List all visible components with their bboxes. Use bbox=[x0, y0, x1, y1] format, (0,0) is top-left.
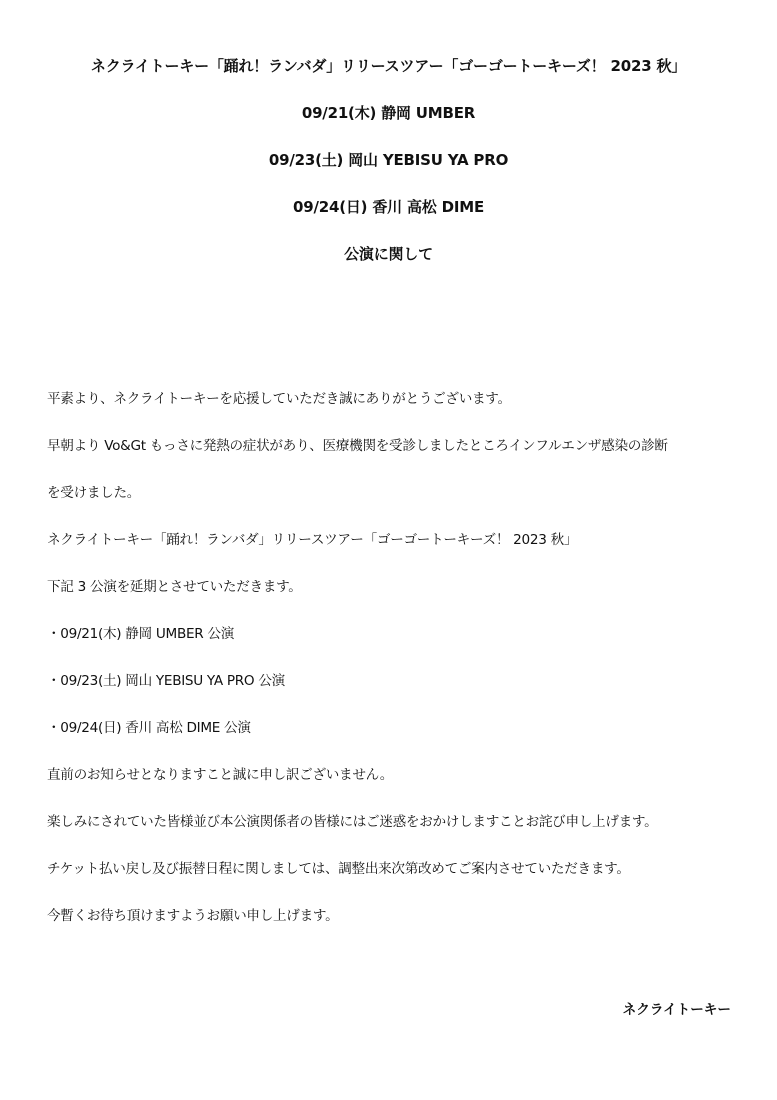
tour-title: ネクライトーキー「踊れ！ランバダ」リリースツアー「ゴーゴートーキーズ！ 2023 秋」 bbox=[90, 57, 687, 75]
apology-paragraph: 直前のお知らせとなりますこと誠に申し訳ございません。 bbox=[47, 767, 394, 783]
show-date-shizuoka: 09/21(木) 静岡 UMBER bbox=[301, 104, 476, 122]
postponed-show-item: ・09/21(木) 静岡 UMBER 公演 bbox=[47, 626, 235, 642]
show-date-okayama: 09/23(土) 岡山 YEBISU YA PRO bbox=[268, 151, 509, 169]
postponed-show-item: ・09/24(日) 香川 高松 DIME 公演 bbox=[47, 720, 251, 736]
postponed-show-item: ・09/23(土) 岡山 YEBISU YA PRO 公演 bbox=[47, 673, 285, 689]
apology-paragraph-2: 楽しみにされていた皆様並び本公演関係者の皆様にはご迷惑をおかけしますことお詫び申し上げます。 bbox=[47, 814, 658, 830]
header-subject: 公演に関して bbox=[344, 245, 433, 263]
illness-paragraph-line2: を受けました。 bbox=[47, 485, 141, 501]
postponement-paragraph: 下記 3 公演を延期とさせていただきます。 bbox=[47, 579, 302, 595]
greeting-paragraph: 平素より、ネクライトーキーを応援していただき誠にありがとうございます。 bbox=[47, 391, 511, 407]
signature: ネクライトーキー bbox=[622, 1002, 731, 1018]
illness-paragraph-line1: 早朝より Vo&Gt もっさに発熱の症状があり、医療機関を受診しましたところインフルエンザ感染の診断 bbox=[47, 438, 668, 454]
tour-name-paragraph: ネクライトーキー「踊れ！ランバダ」リリースツアー「ゴーゴートーキーズ！ 2023 秋」 bbox=[47, 532, 578, 548]
announcement-header bbox=[0, 56, 777, 291]
closing-paragraph: 今暫くお待ち頂けますようお願い申し上げます。 bbox=[47, 908, 339, 924]
announcement-body bbox=[47, 389, 747, 953]
refund-paragraph: チケット払い戻し及び振替日程に関しましては、調整出来次第改めてご案内させていただきます。 bbox=[47, 861, 630, 877]
show-date-kagawa: 09/24(日) 香川 高松 DIME bbox=[292, 198, 484, 216]
